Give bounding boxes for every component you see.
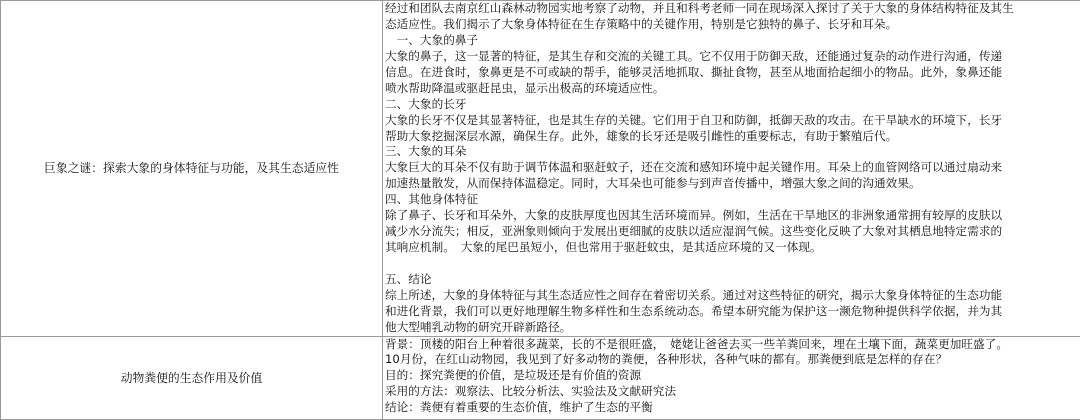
table-row — [1, 336, 1080, 419]
text-line: 10月份，在红山动物园，我见到了好多动物的粪便，各种形状，各种气味的都有。那粪便到底是怎样的存在？ — [385, 352, 1080, 368]
text-line: 信息。在进食时，象鼻更是不可或缺的帮手，能够灵活地抓取、撕扯食物，甚至从地面拾起细小的物品。此外，象鼻还能 — [385, 65, 1080, 81]
text-line: 态适应性。我们揭示了大象身体特征在生存策略中的关键作用，特别是它独特的鼻子、长牙和耳朵。 — [385, 17, 1080, 33]
section-heading: 三、大象的耳朵 — [385, 144, 1080, 160]
text-line: 大象的鼻子，这一显著的特征，是其生存和交流的关键工具。它不仅用于防御天敌，还能通过复杂的动作进行沟通，传递 — [385, 49, 1080, 65]
text-line: 目的：探究粪便的价值，是垃圾还是有价值的资源 — [385, 368, 1080, 384]
text-line: 背景：顶楼的阳台上种着很多蔬菜，长的不是很旺盛， 姥姥让爸爸去买一些羊粪回来，埋在土壤下面，蔬菜更加旺盛了。 — [385, 337, 1080, 353]
table-row — [1, 1, 1080, 337]
topic-cell[interactable] — [1, 336, 383, 419]
section-heading: 四、其他身体特征 — [385, 192, 1080, 208]
content-cell[interactable] — [383, 1, 1080, 337]
section-heading: 一、大象的鼻子 — [385, 33, 1080, 49]
text-line: 减少水分流失；相反，亚洲象则倾向于发展出更细腻的皮肤以适应湿润气候。这些变化反映了大象对其栖息地特定需求的 — [385, 224, 1080, 240]
text-line: 除了鼻子、长牙和耳朵外，大象的皮肤厚度也因其生活环境而异。例如，生活在干旱地区的非洲象通常拥有较厚的皮肤以 — [385, 208, 1080, 224]
text-line: 经过和团队去南京红山森林动物园实地考察了动物，并且和科考老师一同在现场深入探讨了关于大象的身体结构特征及其生 — [385, 1, 1080, 17]
content-cell[interactable] — [383, 336, 1080, 419]
text-line: 和进化背景，我们可以更好地理解生物多样性和生态系统动态。希望本研究能为保护这一濒危物种提供科学依据，并为其 — [385, 304, 1080, 320]
text-line: 大象的长牙不仅是其显著特征，也是其生存的关键。它们用于自卫和防御，抵御天敌的攻击。在干旱缺水的环境下，长牙 — [385, 113, 1080, 129]
text-line: 加速热量散发，从而保持体温稳定。同时，大耳朵也可能参与到声音传播中，增强大象之间的沟通效果。 — [385, 176, 1080, 192]
section-heading: 五、结论 — [385, 272, 1080, 288]
topic-title: 巨象之谜：探索大象的身体特征与功能，及其生态适应性 — [44, 161, 339, 175]
text-line: 大象巨大的耳朵不仅有助于调节体温和驱赶蚊子，还在交流和感知环境中起关键作用。耳朵上的血管网络可以通过扇动来 — [385, 160, 1080, 176]
text-line: 采用的方法：观察法、比较分析法、实验法及文献研究法 — [385, 384, 1080, 400]
text-line: 他大型哺乳动物的研究开辟新路径。 — [385, 320, 1080, 336]
section-heading: 二、大象的长牙 — [385, 97, 1080, 113]
text-line: 其响应机制。 大象的尾巴虽短小，但也常用于驱赶蚊虫，是其适应环境的又一体现。 — [385, 240, 1080, 256]
text-line: 综上所述，大象的身体特征与其生态适应性之间存在着密切关系。通过对这些特征的研究，揭示大象身体特征的生态功能 — [385, 288, 1080, 304]
topic-title: 动物粪便的生态作用及价值 — [121, 371, 263, 385]
text-line: 帮助大象挖掘深层水源，确保生存。此外，雄象的长牙还是吸引雌性的重要标志，有助于繁殖后代。 — [385, 129, 1080, 145]
text-line: 喷水帮助降温或驱赶昆虫，显示出极高的环境适应性。 — [385, 81, 1080, 97]
text-line: 结论：粪便有着重要的生态价值，维护了生态的平衡 — [385, 400, 1080, 416]
blank-line — [385, 256, 1080, 272]
topic-cell[interactable] — [1, 1, 383, 337]
